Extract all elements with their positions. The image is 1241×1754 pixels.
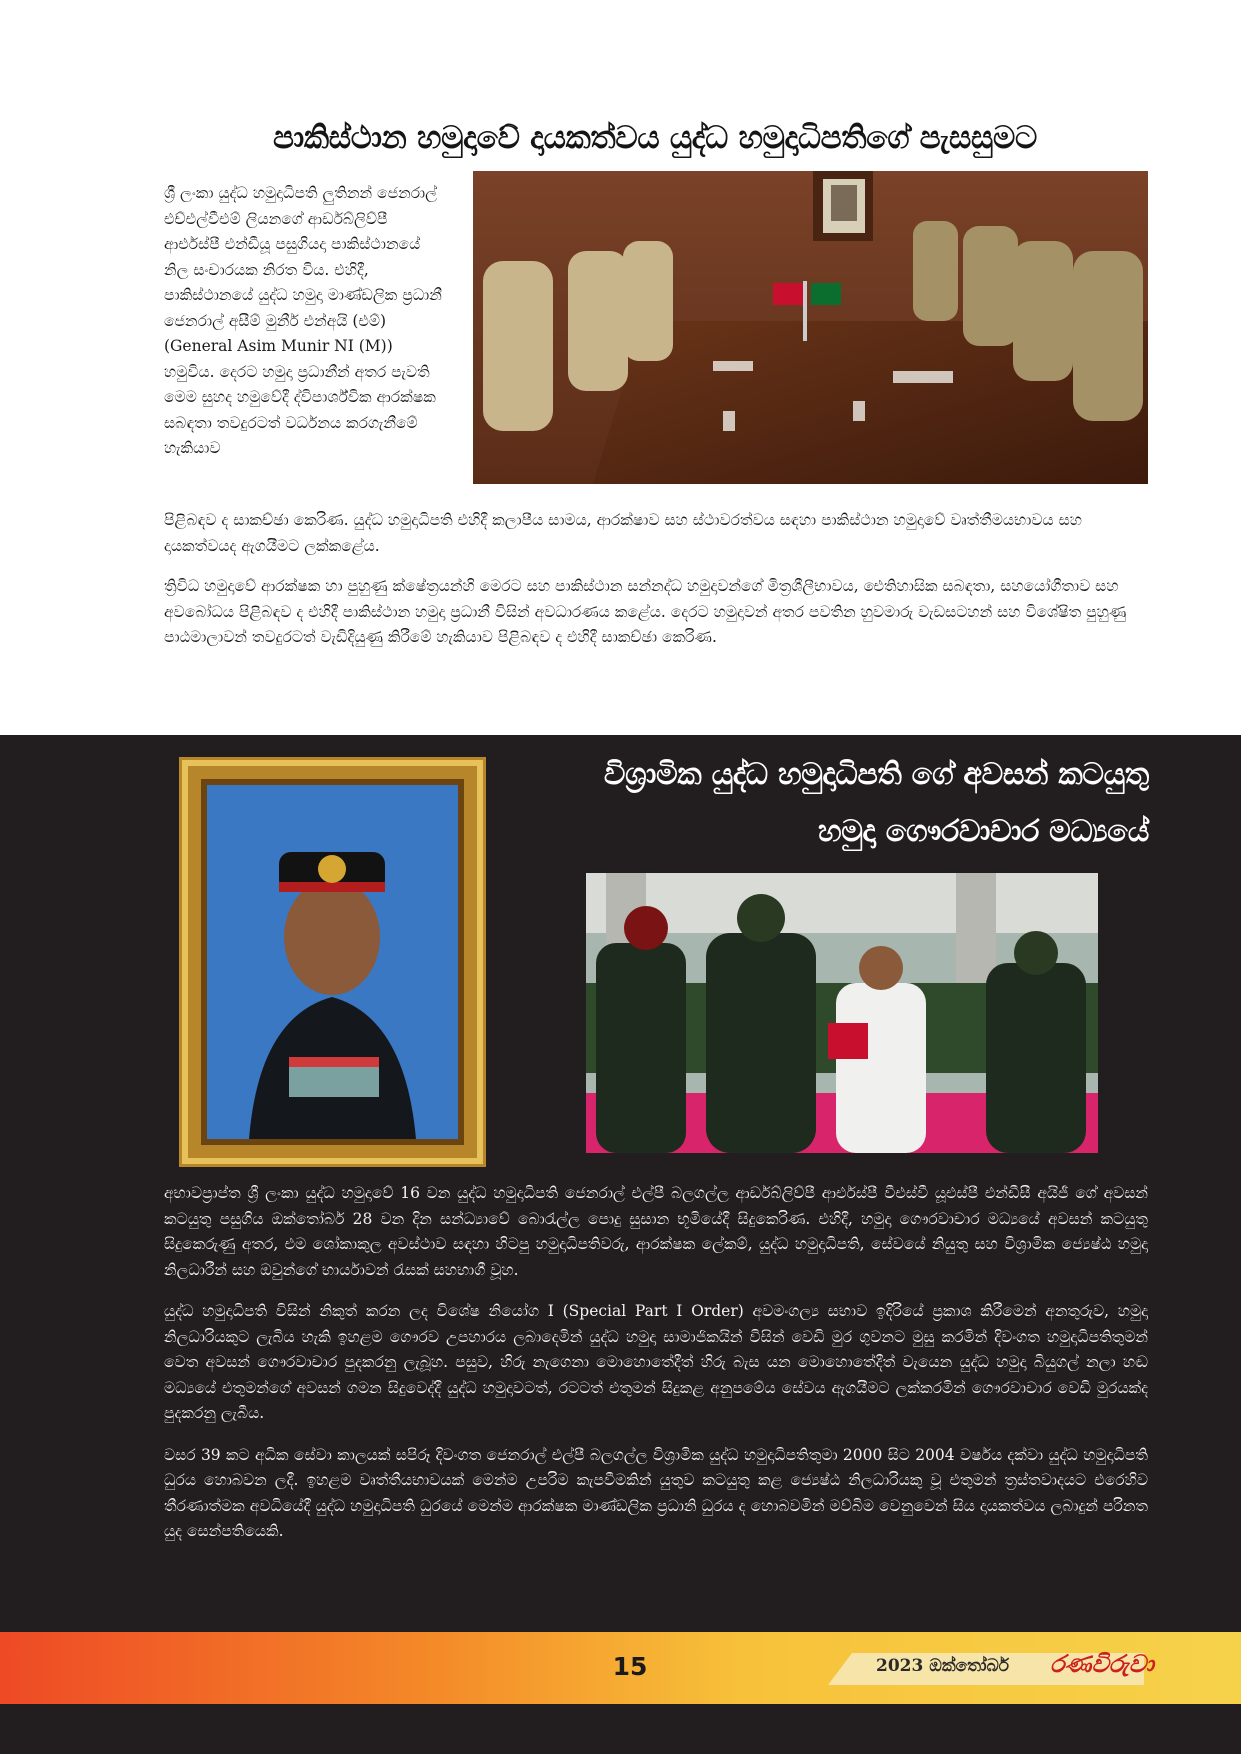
portrait-illustration <box>179 757 486 1167</box>
meeting-photo-illustration <box>473 171 1148 484</box>
article1-lead-continued-text: පිළිබඳව ද සාකච්ඡා කෙරිණ. යුද්ධ හමුදාධිපති එහිදී කලාපීය සාමය, ආරක්ෂාව සහ ස්ථාවරත්වය සඳහා පාකිස්ථාන හමුදාවේ වෘත්තීමයභාවය සහ දායකත්වයද ඇගයීමට ලක්කළේය. <box>164 511 1082 555</box>
article1-lead-paragraph: ශ්‍රී ලංකා යුද්ධ හමුදාධිපති ලුතිනන් ජෙනරාල් එච්එල්වීඑම් ලියනගේ ආර්ඩබ්ලිව්පී ආර්එස්පී එන්ඩීයූ පසුගියදා පාකිස්ථානයේ නිල සංචාරයක නිරත විය. එහිදී, පාකිස්ථානයේ යුද්ධ හමුදා මාණ්ඩලික ප්‍රධානී ජෙනරාල් අසීම් මුනීර් එන්අයි (එම්) (General Asim Munir NI (M)) හමුවිය. දෙරට හමුදා ප්‍රධානීන් අතර පැවති මෙම සුහද හමුවේදී ද්විපාර්ශ්වික ආරක්ෂක සබඳතා තවදුරටත් වර්ධනය කරගැනීමේ හැකියාව <box>164 184 442 457</box>
article1-lead-text <box>164 181 446 462</box>
article1-title: පාකිස්ථාන හමුදාවේ දායකත්වය යුද්ධ හමුදාධිපතිගේ පැසසුමට <box>273 120 1037 156</box>
article2-paragraph2: යුද්ධ හමුදාධිපති විසින් නිකුත් කරන ලද විශේෂ නියෝග I (Special Part I Order) අවමංගල්‍ය සභාව ඉදිරියේ ප්‍රකාශ කිරීමෙන් අනතුරුව, හමුදා නිලධාරියකුට ලැබිය හැකි ඉහළම ගෞරව උපහාරය ලබාදෙමින් යුද්ධ හමුදා සාමාජිකයින් විසින් වෙඩි මුර ගුවනට මුසු කරමින් දිවංගත හමුදාධිපතිතුමන් වෙත අවසන් ගෞරවාචාර පුදකරනු ලැබූහ. පසුව, හිරු නැගෙනා මොහොතේදීත් හිරු බැස යන මොහොතේදීත් වැයෙන යුද්ධ හමුදා බියුගල් නලා හඬ මධ්‍යයේ එතුමන්ගේ අවසන් ගමන සිදුවෙද්දී යුද්ධ හමුදාවටත්, රටටත් එතුමන් සිදුකළ අනුපමේය සේවය ඇගයීමට ලක්කරමින් ගෞරවාචාර වෙඩි මුරයක්ද පුදකරනු ලැබීය. <box>164 1302 1148 1422</box>
page-number: 15 <box>612 1652 648 1681</box>
article2-title-line1: විශ්‍රාමික යුද්ධ හමුදාධිපති ගේ අවසන් කටයුතු <box>603 757 1149 792</box>
article2-paragraph3: වසර 39 කට අධික සේවා කාලයක් සපිරූ දිවංගත ජෙනරාල් එල්පී බලගල්ල විශ්‍රාමික යුද්ධ හමුදාධිපතිතුමා 2000 සිට 2004 වර්ෂය දක්වා යුද්ධ හමුදාධිපති ධුරය හොබවන ලදී. ඉහළම වෘත්තීයභාවයක් මෙන්ම උපරිම කැපවීමකින් යුතුව කටයුතු කළ ජ්‍යෙෂ්ඨ නිලධාරියකු වූ එතුමන් ත්‍රස්තවාදයට එරෙහිව තීරණාත්මක අවධියේදී යුද්ධ හමුදාධිපති ධුරයේ මෙන්ම ආරක්ෂක මාණ්ඩලික ප්‍රධානි ධුරය ද හොබවමින් මව්බිම වෙනුවෙන් සිය දායකත්වය ලබාදුන් පරිනත යුද සෙන්පතියෙකි. <box>164 1445 1148 1540</box>
issue-date: 2023 ඔක්තෝබර් <box>876 1656 1010 1676</box>
article1-meeting-photo <box>473 171 1148 484</box>
article1-lead-continued <box>164 508 1148 559</box>
framed-portrait <box>179 757 486 1167</box>
article1-paragraph2 <box>164 574 1148 651</box>
article2-paragraph1: අභාවප්‍රාප්ත ශ්‍රී ලංකා යුද්ධ හමුදාවේ 16 වන යුද්ධ හමුදාධිපති ජෙනරාල් එල්පී බලගල්ල ආර්ඩබ්ලිව්පී ආර්එස්පී වීඑස්වී යූඑස්පී එන්ඩීසී අයිජී ගේ අවසන් කටයුතු පසුගිය ඔක්තෝබර් 28 වන දින සන්ධ්‍යාවේ බොරැල්ල පොදු සුසාන භූමියේදී සිදුකෙරිණ. එහිදී, හමුදා ගෞරවාචාර මධ්‍යයේ අවසන් කටයුතු සිදුකෙරුණු අතර, එම ශෝකාකුල අවස්ථාව සඳහා හිටපු හමුදාධිපතිවරු, ආරක්ෂක ලේකම්, යුද්ධ හමුදාධිපති, සේවයේ නියුතු සහ විශ්‍රාමික ජ්‍යෙෂ්ඨ හමුදා නිලධාරීන් සහ ඔවුන්ගේ භාර්යාවන් රැසක් සහභාගී වූහ. <box>164 1184 1148 1279</box>
article2-title-line2: හමුදා ගෞරවාචාර මධ්‍යයේ <box>817 814 1149 849</box>
funeral-photo-illustration <box>586 873 1098 1153</box>
article2-funeral-photo <box>586 873 1098 1153</box>
article1-paragraph2-text: ත්‍රිවිධ හමුදාවේ ආරක්ෂක හා පුහුණු ක්ෂේත්‍රයන්හි මෙරට සහ පාකිස්ථාන සන්නද්ධ හමුදාවන්ගේ මිත්‍රශීලීභාවය, ඓතිහාසික සබඳතා, සහයෝගීතාව සහ අවබෝධය පිළිබඳව ද එහිදී පාකිස්ථාන හමුදා ප්‍රධානී විසින් අවධාරණය කළේය. දෙරට හමුදාවන් අතර පවතින හුවමාරු වැඩසටහන් සහ විශේෂිත පුහුණු පාඨමාලාවන් තවදුරටත් වැඩිදියුණු කිරීමේ හැකියාව පිළිබඳව ද එහිදී සාකච්ඡා කෙරිණ. <box>164 577 1127 646</box>
article2-body <box>164 1181 1148 1561</box>
footer-dark-strip <box>0 1704 1241 1754</box>
magazine-logo-text: රණවිරුවා <box>1050 1650 1154 1678</box>
